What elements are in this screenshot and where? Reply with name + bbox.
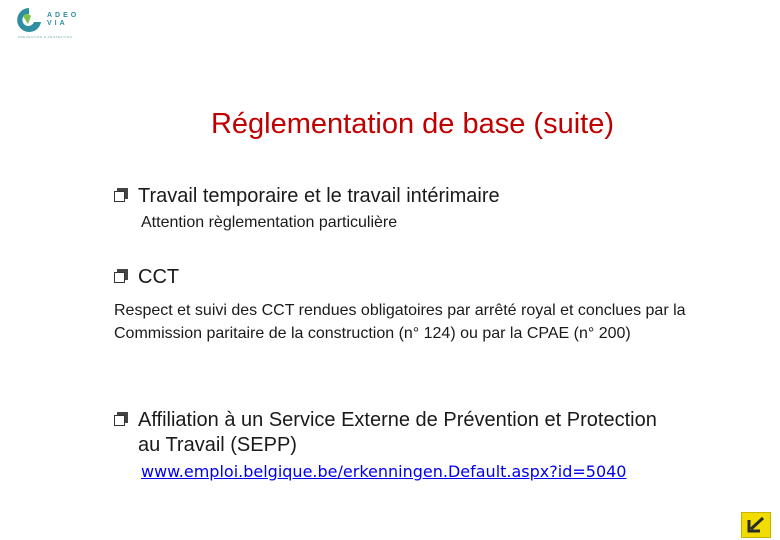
bullet-text: Affiliation à un Service Externe de Prévention et Protection au Travail (SEPP) [138,409,657,456]
bullet-text: CCT [138,266,180,288]
bullet-item [114,408,658,458]
logo-mark-icon [14,6,44,34]
bullet-text: Travail temporaire et le travail intérimaire [138,185,500,207]
checkbox-bullet-icon [114,269,128,283]
bullet-subtext: Attention règlementation particulière [141,214,398,231]
logo-text [47,12,79,28]
back-button[interactable] [741,512,771,538]
logo-text-line1: ADEO [47,12,80,19]
bullet-item [114,265,179,290]
back-arrow-icon [746,516,766,534]
sepp-link[interactable]: www.emploi.belgique.be/erkenningen.Default.aspx?id=5040 [141,462,627,481]
company-logo [14,6,84,38]
bullet-item [114,184,500,209]
logo-text-line2: VIA [47,20,68,27]
slide-title: Réglementation de base (suite) [210,108,614,140]
logo-tagline: PREVENTION & PROTECTION [18,35,73,39]
checkbox-bullet-icon [114,188,128,202]
bullet-paragraph: Respect et suivi des CCT rendues obligatoires par arrêté royal et conclues par la Commission paritaire de la construction (n° 124) ou par la CPAE (n° 200) [114,302,686,342]
checkbox-bullet-icon [114,412,128,426]
